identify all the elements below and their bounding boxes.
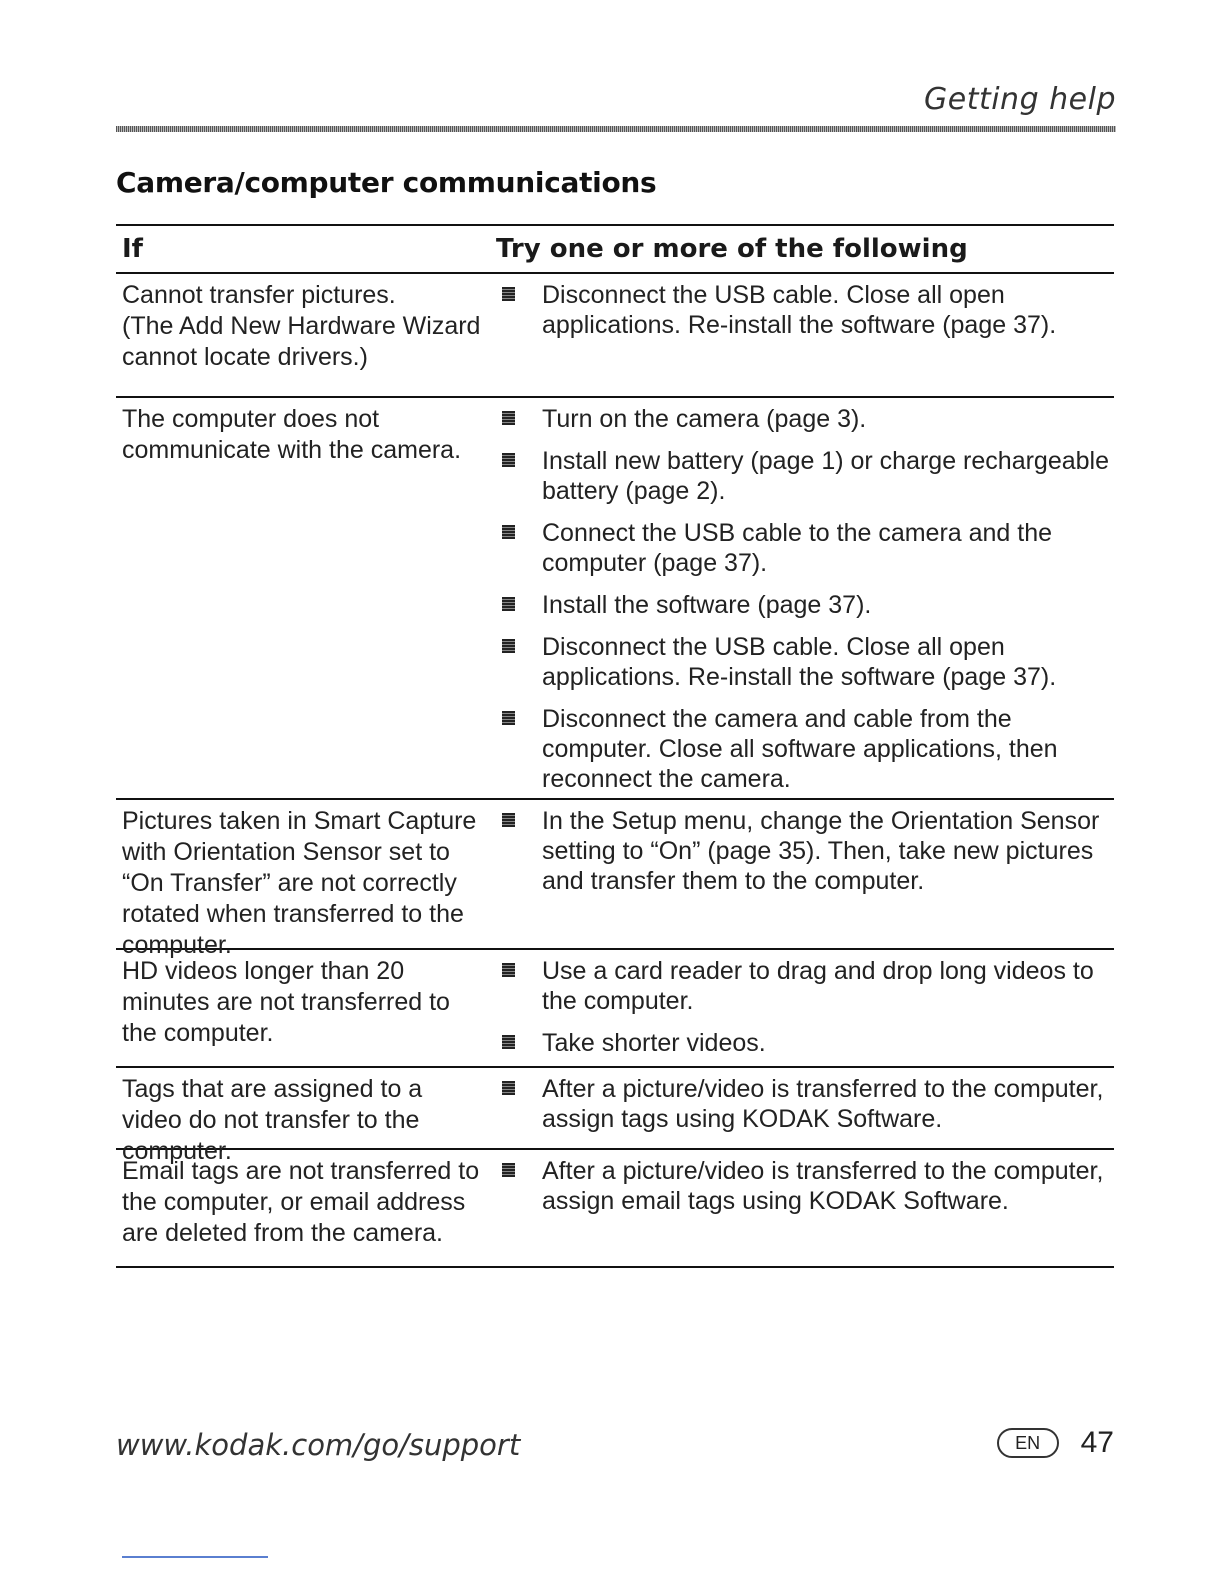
bullet-icon <box>502 711 515 725</box>
problem-text: Tags that are assigned to a video do not transfer to the computer. <box>122 1075 423 1165</box>
solution-text: Disconnect the USB cable. Close all open applications. Re-install the software (page 37). <box>542 281 1057 339</box>
solution-cell <box>492 956 1114 1060</box>
solution-item <box>502 1156 1114 1216</box>
problem-cell <box>116 1156 492 1260</box>
solution-item <box>502 956 1114 1016</box>
solution-text: Turn on the camera (page 3). <box>542 405 867 433</box>
bullet-icon <box>502 453 515 467</box>
column-header-try: Try one or more of the following <box>496 234 968 264</box>
problem-text: HD videos longer than 20 minutes are not transferred to the computer. <box>122 957 450 1047</box>
solution-cell <box>492 806 1114 942</box>
solution-text: Use a card reader to drag and drop long videos to the computer. <box>542 957 1094 1015</box>
problem-cell <box>116 806 492 959</box>
bullet-icon <box>502 525 515 539</box>
header-rule <box>116 126 1116 132</box>
support-url: www.kodak.com/go/support <box>116 1428 521 1462</box>
table-header <box>116 226 1114 274</box>
solution-item <box>502 446 1114 506</box>
bottom-rule <box>122 1556 268 1558</box>
solution-item <box>502 1074 1114 1134</box>
troubleshooting-table <box>116 224 1114 1268</box>
solution-text: Install new battery (page 1) or charge rechargeable battery (page 2). <box>542 447 1109 505</box>
bullet-icon <box>502 1081 515 1095</box>
problem-text: Email tags are not transferred to the computer, or email address are deleted from the camera. <box>122 1157 480 1247</box>
bullet-icon <box>502 287 515 301</box>
bullet-icon <box>502 963 515 977</box>
solution-item <box>502 806 1114 896</box>
column-header-if: If <box>122 234 143 264</box>
solution-text: In the Setup menu, change the Orientation Sensor setting to “On” (page 35). Then, take new pictures and transfer them to the computer. <box>542 807 1100 895</box>
problem-text: The computer does not communicate with the camera. <box>122 405 462 464</box>
running-header: Getting help <box>923 82 1116 117</box>
problem-cell <box>116 956 492 1060</box>
solution-item <box>502 404 1114 434</box>
page-number: 47 <box>1080 1426 1114 1459</box>
solution-cell <box>492 1156 1114 1260</box>
bullet-icon <box>502 639 515 653</box>
solution-text: After a picture/video is transferred to the computer, assign email tags using KODAK Software. <box>542 1157 1104 1215</box>
solution-text: Disconnect the USB cable. Close all open applications. Re-install the software (page 37). <box>542 633 1057 691</box>
solution-item <box>502 1028 1114 1058</box>
solution-item <box>502 518 1114 578</box>
bullet-icon <box>502 411 515 425</box>
problem-text: Cannot transfer pictures. <box>122 281 396 309</box>
bullet-icon <box>502 813 515 827</box>
problem-text: (The Add New Hardware Wizard cannot locate drivers.) <box>122 312 481 371</box>
solution-text: Take shorter videos. <box>542 1029 766 1057</box>
solution-item <box>502 632 1114 692</box>
table-row <box>116 398 1114 800</box>
problem-cell <box>116 280 492 390</box>
section-title: Camera/computer communications <box>116 166 657 199</box>
table-row <box>116 1068 1114 1165</box>
solution-item <box>502 704 1114 794</box>
problem-cell <box>116 404 492 792</box>
table-row <box>116 1150 1114 1266</box>
bullet-icon <box>502 1163 515 1177</box>
solution-text: Connect the USB cable to the camera and the computer (page 37). <box>542 519 1053 577</box>
solution-cell <box>492 280 1114 390</box>
table-row <box>116 800 1114 959</box>
table-row <box>116 274 1114 398</box>
solution-item <box>502 590 1114 620</box>
solution-cell <box>492 1074 1114 1142</box>
bullet-icon <box>502 597 515 611</box>
bullet-icon <box>502 1035 515 1049</box>
language-badge: EN <box>997 1428 1059 1458</box>
solution-item <box>502 280 1114 340</box>
solution-cell <box>492 404 1114 792</box>
solution-text: Install the software (page 37). <box>542 591 872 619</box>
solution-text: After a picture/video is transferred to the computer, assign tags using KODAK Software. <box>542 1075 1104 1133</box>
problem-cell <box>116 1074 492 1165</box>
page-footer-right <box>997 1426 1114 1460</box>
solution-text: Disconnect the camera and cable from the computer. Close all software applications, then reconnect the camera. <box>542 705 1058 793</box>
problem-text: Pictures taken in Smart Capture with Orientation Sensor set to “On Transfer” are not correctly rotated when transferred to the computer. <box>122 807 477 959</box>
table-row <box>116 950 1114 1068</box>
